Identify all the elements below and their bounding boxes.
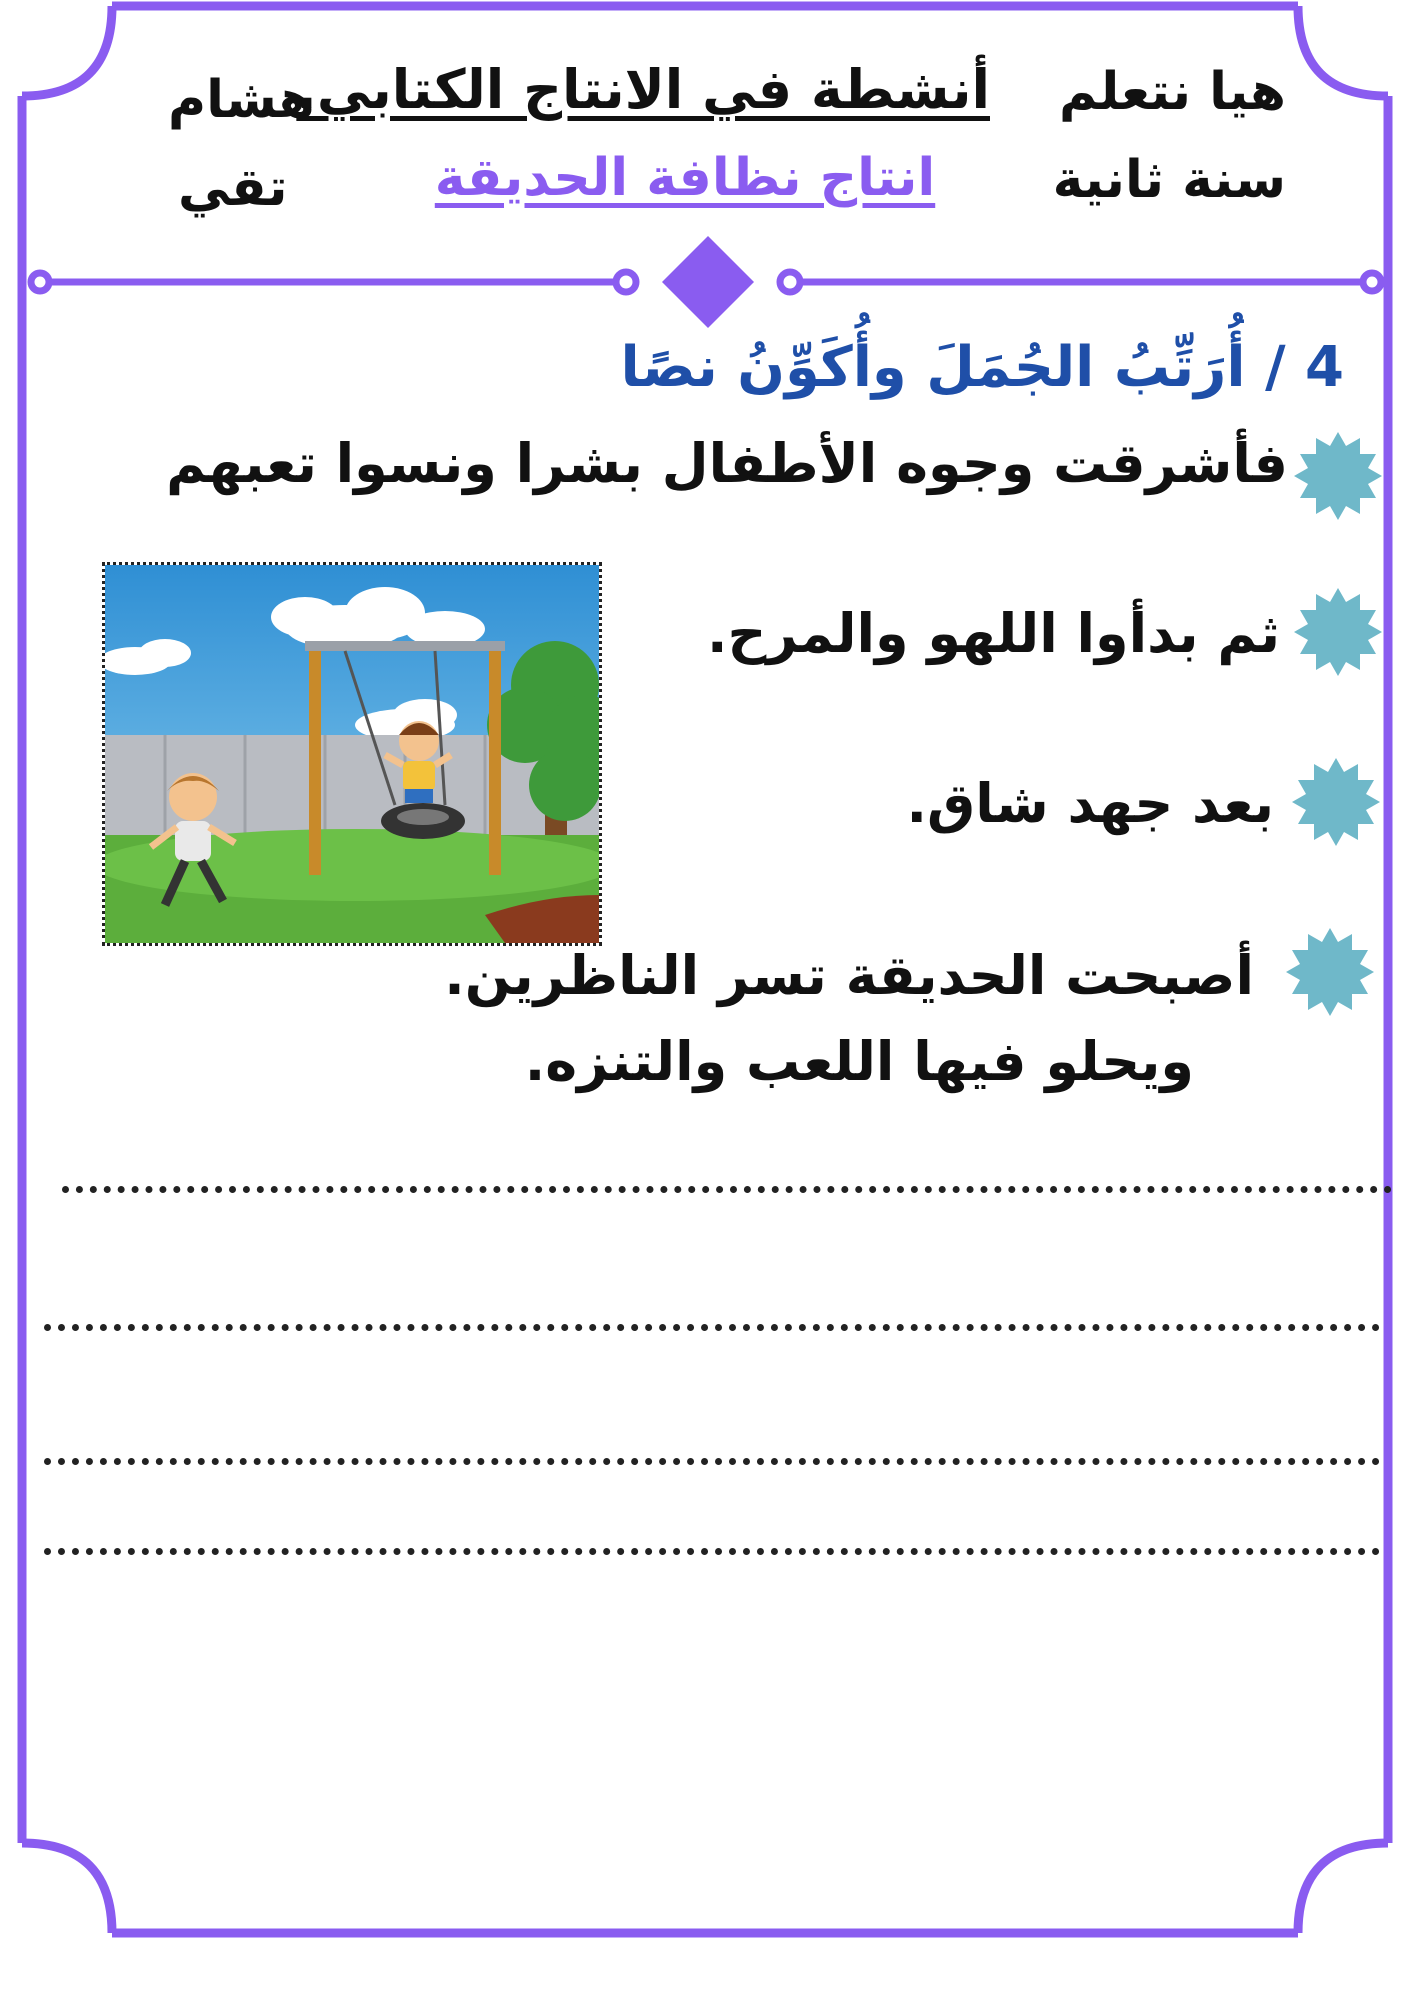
sentence-4: أصبحت الحديقة تسر الناظرين. (444, 944, 1254, 1007)
header-left-line2: تقي (178, 158, 288, 218)
sentence-5: ويحلو فيها اللعب والتنزه. (524, 1030, 1194, 1093)
answer-line[interactable] (44, 1548, 1380, 1555)
star-bullet-icon (1290, 756, 1382, 848)
header-right-line1: هيا نتعلم (1058, 62, 1286, 122)
sentence-2: ثم بدأوا اللهو والمرح. (707, 602, 1280, 665)
answer-line[interactable] (44, 1458, 1380, 1465)
page-title: أنشطة في الانتاج الكتابي. (296, 58, 990, 121)
answer-line[interactable] (62, 1186, 1392, 1193)
sentence-1: فأشرقت وجوه الأطفال بشرا ونسوا تعبهم (166, 432, 1288, 495)
answer-line[interactable] (44, 1324, 1380, 1331)
page-subtitle: انتاج نظافة الحديقة (434, 148, 936, 208)
star-bullet-icon (1292, 430, 1384, 522)
header-right-line2: سنة ثانية (1052, 150, 1286, 210)
star-bullet-icon (1284, 926, 1376, 1018)
star-bullet-icon (1292, 586, 1384, 678)
park-illustration (102, 562, 602, 946)
task-heading: 4 / أُرَتِّبُ الجُمَلَ وأُكَوِّنُ نصًا (620, 335, 1344, 400)
sentence-3: بعد جهد شاق. (906, 772, 1274, 835)
header-left-line1: هشام (168, 70, 315, 130)
